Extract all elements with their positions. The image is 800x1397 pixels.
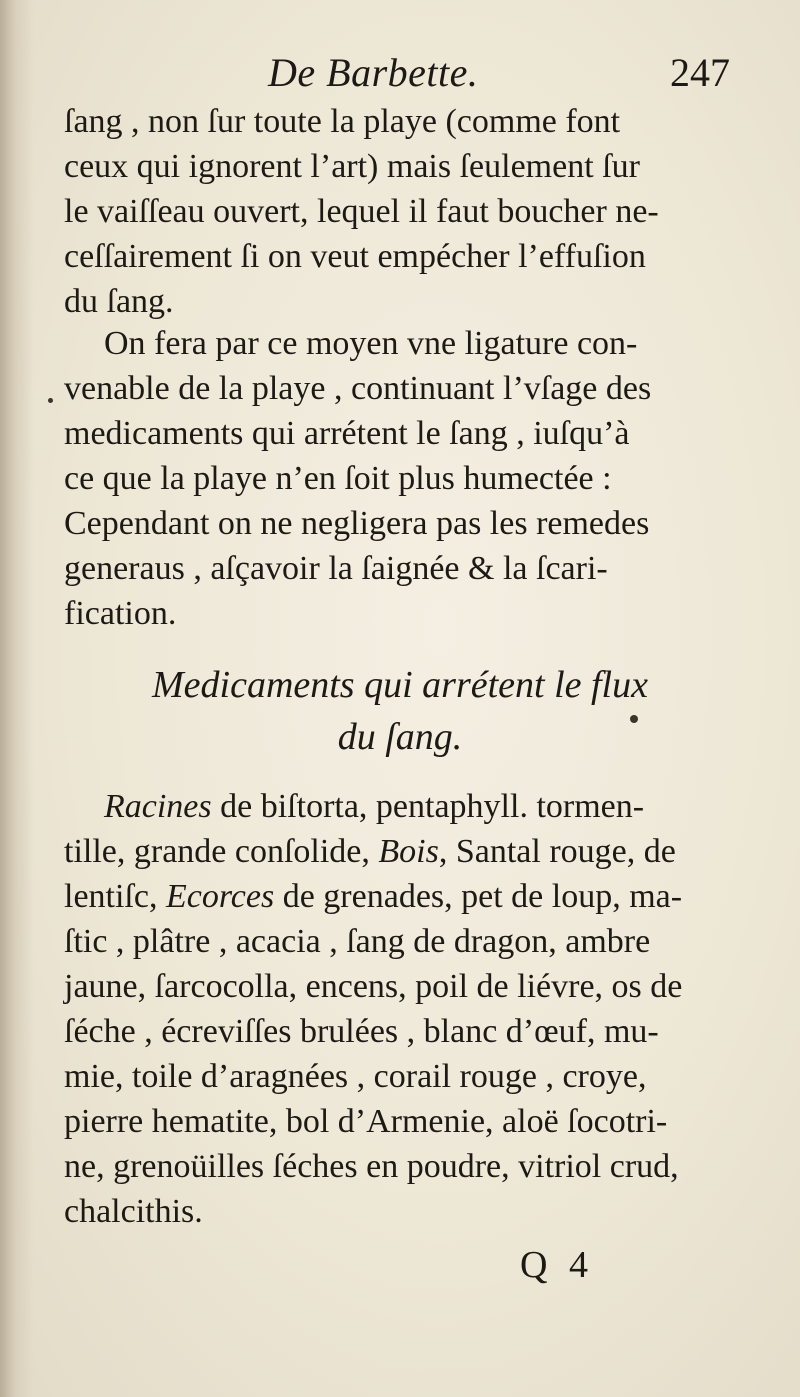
page-header — [0, 48, 800, 108]
text-run: , Santal rouge, de — [438, 833, 676, 870]
text-line: ſang , non ſur toute la playe (comme font — [64, 103, 621, 140]
text-line: ceſſairement ſi on veut empécher l’effuſion — [64, 238, 646, 275]
text-line: ce que la playe n’en ſoit plus humectée : — [64, 460, 612, 497]
text-line: On fera par ce moyen vne ligature con- — [104, 325, 638, 362]
page-number: 247 — [670, 50, 730, 95]
text-line: ſéche , écreviſſes brulées , blanc d’œuf, mu- — [64, 1013, 659, 1050]
text-line: ceux qui ignorent l’art) mais ſeulement ſur — [64, 148, 640, 185]
text-line: chalcithis. — [64, 1193, 203, 1230]
text-line: generaus , aſçavoir la ſaignée & la ſcari- — [64, 550, 608, 587]
text-line: Cependant on ne negligera pas les remedes — [64, 505, 650, 542]
text-line: jaune, ſarcocolla, encens, poil de liévre, os de — [64, 968, 683, 1005]
running-title: De Barbette. — [268, 50, 479, 95]
text-line: medicaments qui arrétent le ſang , iuſqu’à — [64, 415, 630, 452]
text-line — [64, 875, 754, 919]
text-line: ſtic , plâtre , acacia , ſang de dragon, ambre — [64, 923, 651, 960]
signature-mark: Q 4 — [520, 1244, 594, 1286]
text-line: le vaiſſeau ouvert, lequel il faut boucher ne- — [64, 193, 659, 230]
text-line: ne, grenoüilles ſéches en poudre, vitriol crud, — [64, 1148, 679, 1185]
ink-spot — [630, 715, 638, 723]
text-run: de biſtorta, pentaphyll. tormen- — [211, 788, 645, 825]
italic-term: Racines — [104, 788, 212, 825]
text-line: mie, toile d’aragnées , corail rouge , croye, — [64, 1058, 647, 1095]
text-run: tille, grande conſolide, — [64, 833, 379, 870]
italic-term: Ecorces — [165, 878, 275, 915]
text-line — [104, 785, 754, 829]
text-line: fication. — [64, 595, 177, 632]
text-line: du ſang. — [64, 283, 174, 320]
heading-line: du ſang. — [337, 716, 463, 758]
text-run: lentiſc, — [64, 878, 166, 915]
text-line — [64, 830, 754, 874]
text-line: venable de la playe , continuant l’vſage des — [64, 370, 652, 407]
text-run: de grenades, pet de loup, ma- — [274, 878, 683, 915]
heading-line: Medicaments qui arrétent le flux — [152, 664, 648, 706]
italic-term: Bois — [378, 833, 439, 870]
ink-spot — [48, 398, 53, 403]
text-line: pierre hematite, bol d’Armenie, aloë ſocotri- — [64, 1103, 668, 1140]
